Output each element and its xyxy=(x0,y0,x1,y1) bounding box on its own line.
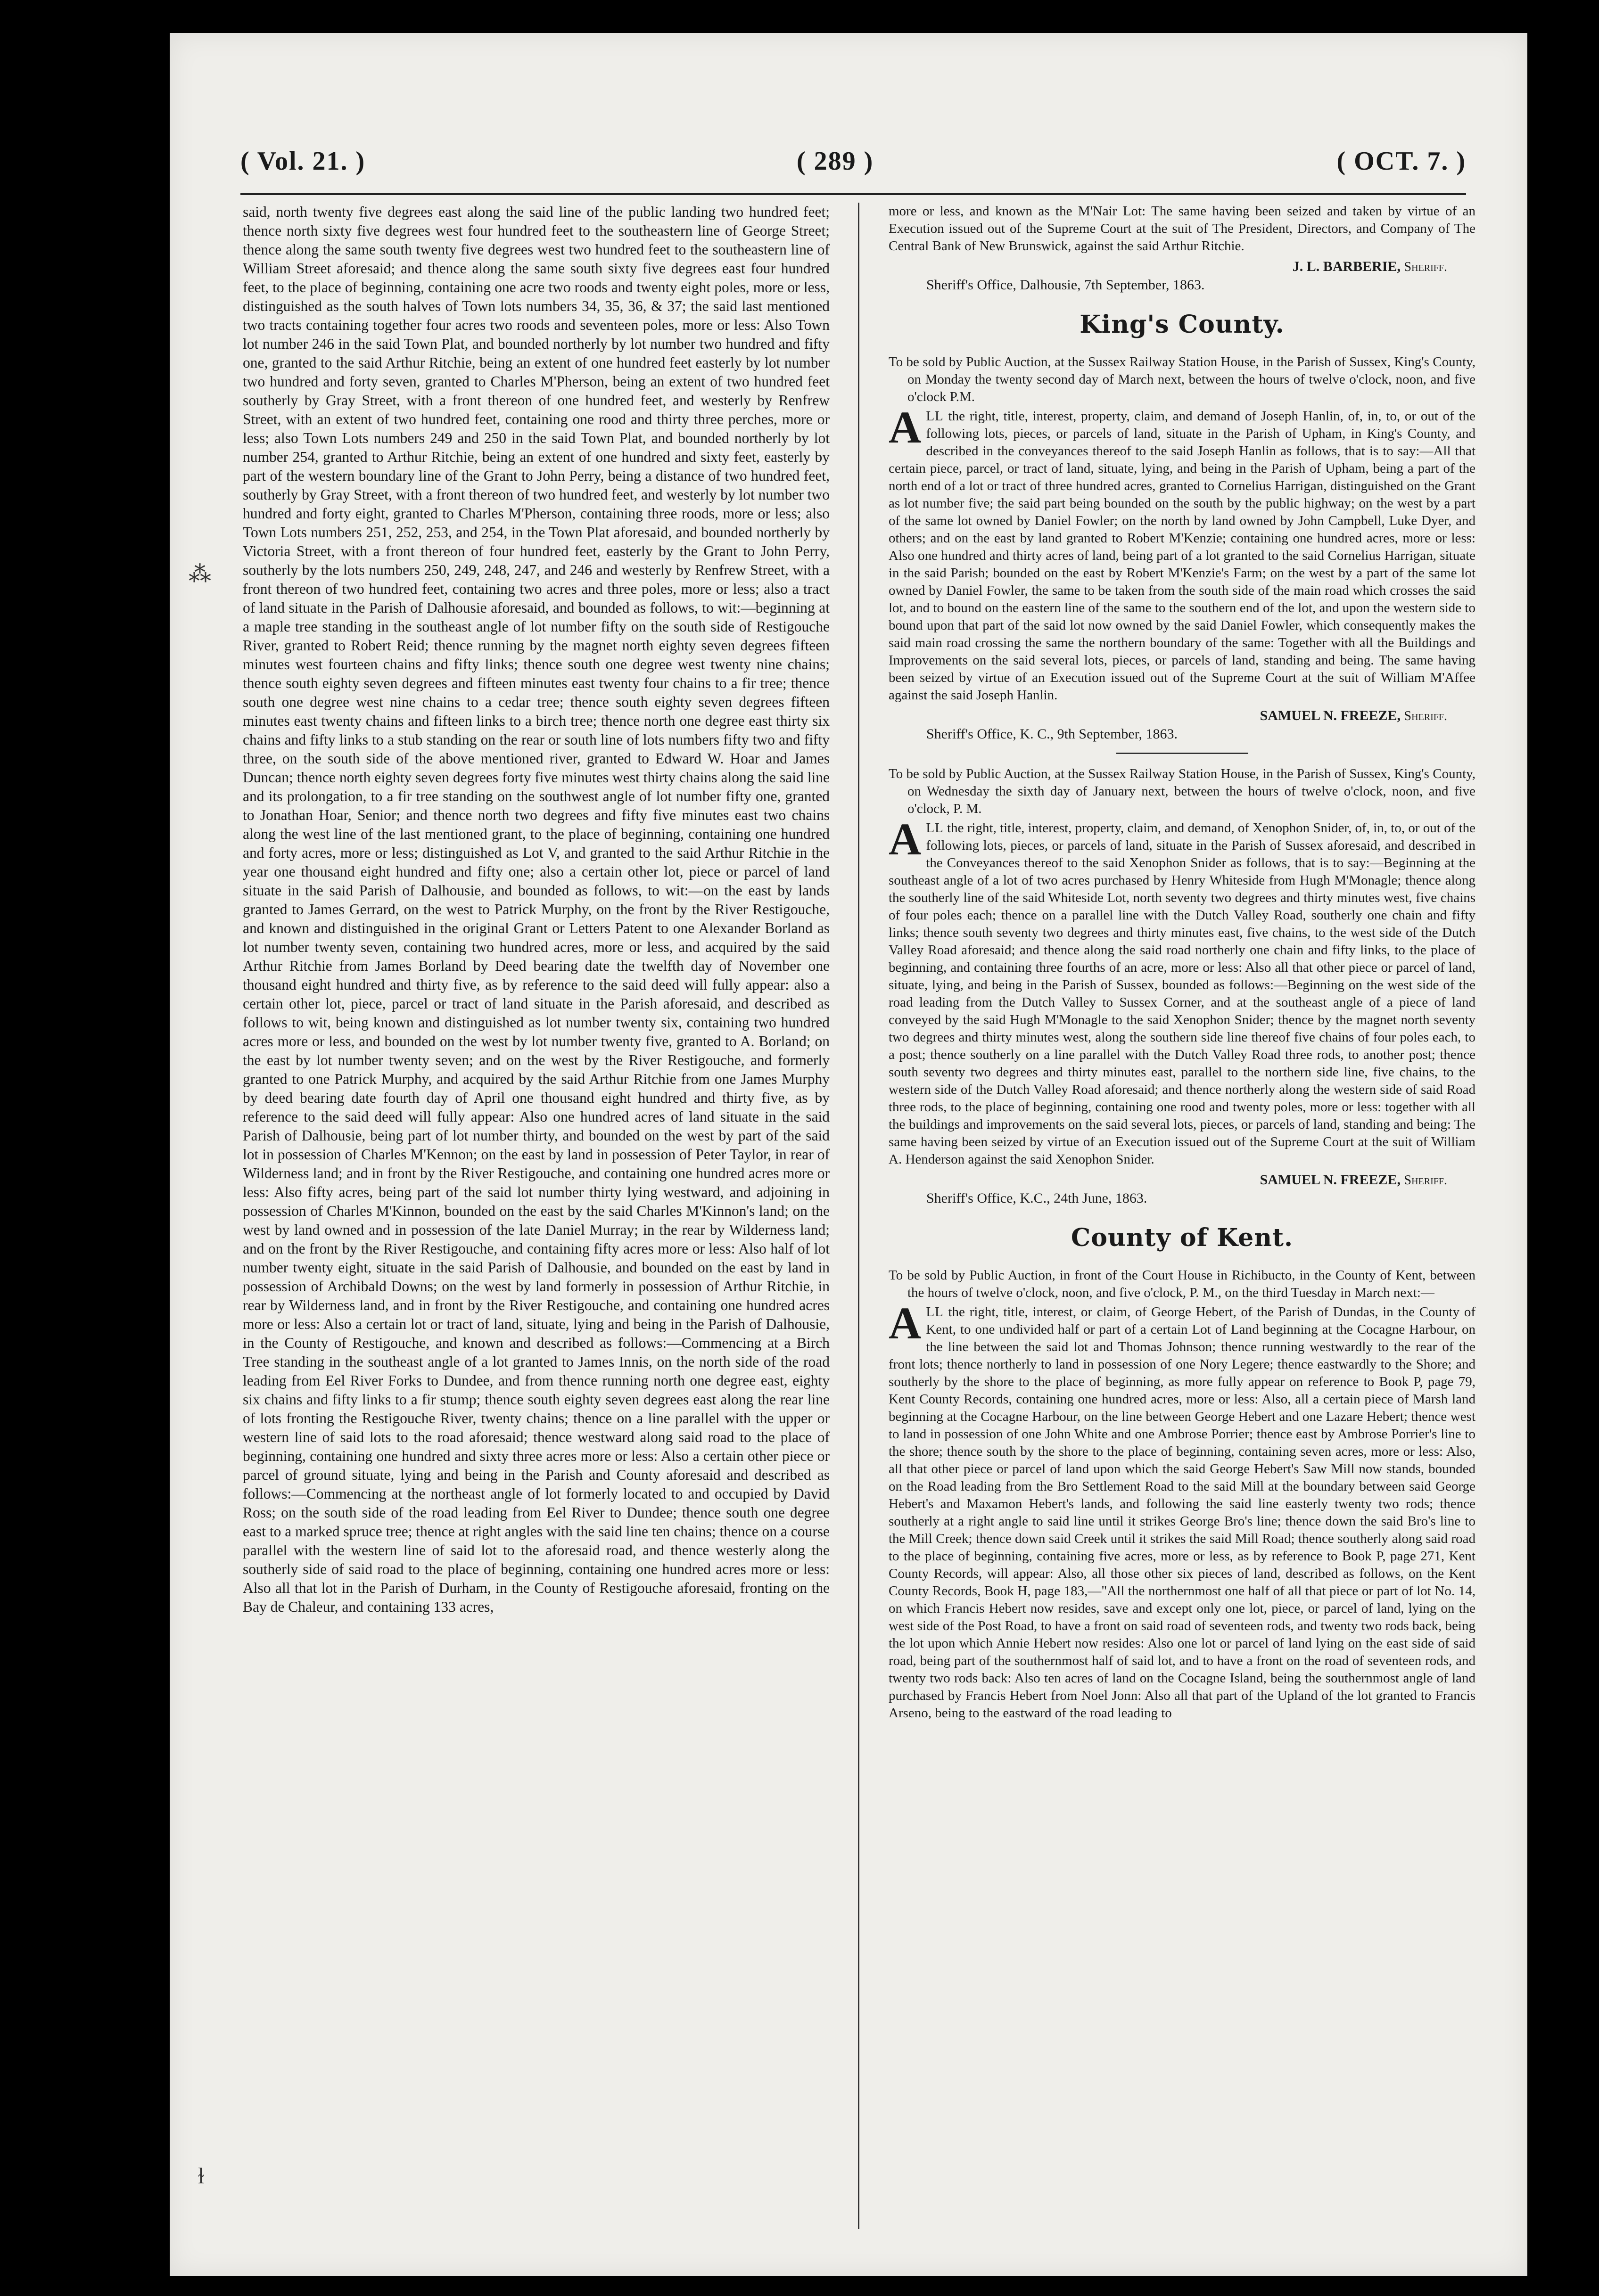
notice-body xyxy=(889,402,1475,704)
notice-kings-hanlin xyxy=(889,353,1475,743)
left-column xyxy=(243,203,830,2234)
sheriff-office: Sheriff's Office, K.C., 24th June, 1863. xyxy=(926,1190,1147,1206)
sheriff-title: Sheriff. xyxy=(1404,260,1447,274)
drop-cap: A xyxy=(889,402,922,452)
sheriff-office: Sheriff's Office, K. C., 9th September, 1863. xyxy=(926,726,1178,742)
section-heading-county-of-kent: County of Kent. xyxy=(1071,1223,1294,1252)
notice-restigouche-continuation xyxy=(889,203,1475,294)
page-number: ( 289 ) xyxy=(797,147,874,176)
notice-intro: To be sold by Public Auction, in front of the Court House in Richibucto, in the County of Kent, between the hours of twelve o'clock, noon, and five o'clock, P. M., on the third Tuesday in March next:— xyxy=(889,1268,1475,1300)
small-caps-lead: LL xyxy=(926,1304,944,1320)
drop-cap: A xyxy=(889,814,922,864)
sheriff-name: SAMUEL N. FREEZE, xyxy=(1260,708,1401,723)
notice-intro: To be sold by Public Auction, at the Sussex Railway Station House, in the Parish of Sussex, King's County, on Wednesday the sixth day of January next, between the hours of twelve o'clock, noon, and five o'clock, P. M. xyxy=(889,766,1475,816)
notice-kent-hebert xyxy=(889,1267,1475,1722)
small-caps-lead: LL xyxy=(926,820,944,836)
notice-separator xyxy=(1116,753,1248,754)
sheriff-signature xyxy=(889,258,1475,276)
sheriff-title: Sheriff. xyxy=(1404,1173,1447,1188)
sheriff-title: Sheriff. xyxy=(1404,709,1447,723)
sheriff-name: J. L. BARBERIE, xyxy=(1292,259,1401,274)
notice-body xyxy=(889,814,1475,1168)
notice-body xyxy=(889,1298,1475,1722)
sheriff-name: SAMUEL N. FREEZE, xyxy=(1260,1172,1401,1188)
right-column xyxy=(889,203,1475,2234)
notice-intro: To be sold by Public Auction, at the Sussex Railway Station House, in the Parish of Sussex, King's County, on Monday the twenty second day of March next, between the hours of twelve o'clock, noon, and five o'clock P.M. xyxy=(889,354,1475,404)
notice-kings-snider xyxy=(889,765,1475,1207)
margin-mark: ɫ xyxy=(198,2164,205,2189)
sheriff-signature xyxy=(889,1171,1475,1189)
notice-body-text: the right, title, interest, or claim, of George Hebert, of the Parish of Dundas, in the County of Kent, to one undivided half or part of a certain Lot of Land beginning at the Cocagne Harbour, on the line between the said lot and Thomas Johnson; thence running westwardly to the rear of the front lots; thence northerly to land in possession of one Nory Legere; thence eastwardly to the Shore; and southerly by the shore to the place of beginning, as more fully appear on reference to Book P, page 79, Kent County Records, containing one hundred acres, more or less: Also, all a certain piece of Marsh land beginning at the Cocagne Harbour, on the line between George Hebert and one Lazare Hebert; thence west to land in possession of one John White and one Ambrose Porrier; thence east by Ambrose Porrier's line to the shore; thence south by the shore to the place of beginning, containing seven acres, more or less: Also, all that other piece or parcel of land upon which the said George Hebert's Saw Mill now stands, bounded on the Road leading from the Bro Settlement Road to the said Mill at the boundary between said George Hebert's and Maxamon Hebert's lands, and following the said line easterly twenty two rods; thence southerly at a right angle to said line until it strikes George Bro's line; thence down the said Bro's line to the Mill Creek; thence down said Creek until it strikes the said Mill Road; thence southerly along said road to the place of beginning, containing five acres, more or less, as by reference to Book P, page 271, Kent County Records, will appear: Also, all those other six pieces of land, described as follows, on the Kent County Records, Book H, page 183,—"All the northernmost one half of all that piece or part of lot No. 14, on which Francis Hebert now resides, save and except only one lot, piece, or parcel of land, lying on the west side of the Post Road, to have a front on said road of seventeen rods, and twenty two rods back, being the lot upon which Annie Hebert now resides: Also one lot or parcel of land lying on the east side of said road, being part of the southernmost half of said lot, and to have a front on the road of seventeen rods, and twenty two rods back: Also ten acres of land on the Cocagne Island, being the southernmost angle of land purchased by Francis Hebert from Noel Jonn: Also all that part of the Upland of the lot granted to Francis Arseno, being to the eastward of the road leading to xyxy=(889,1304,1475,1721)
left-column-text: said, north twenty five degrees east along the said line of the public landing two hundred feet; thence north sixty five degrees west four hundred feet to the southeastern line of George Street; thence along the same south twenty five degrees west two hundred feet to the southeastern line of William Street aforesaid; and thence along the same south sixty five degrees east four hundred feet, to the place of beginning, containing one acre two roods and twenty eight poles, more or less, distinguished as the south halves of Town lots numbers 34, 35, 36, & 37; the said last mentioned two tracts containing together four acres two roods and seventeen poles, more or less: Also Town lot number 246 in the said Town Plat, and bounded northerly by lot number two hundred and fifty one, granted to the said Arthur Ritchie, being an extent of one hundred feet easterly by lot number two hundred and forty seven, granted to Charles M'Pherson, being an extent of two hundred feet southerly by Gray Street, with a front thereon of one hundred feet, and westerly by Renfrew Street, with an extent of two hundred feet, containing one rood and thirty three perches, more or less; also Town Lots numbers 249 and 250 in the said Town Plat, and bounded northerly by lot number 254, granted to Arthur Ritchie, being an extent of one hundred and sixty feet, easterly by part of the western boundary line of the Grant to John Perry, being a distance of two hundred feet, southerly by Gray Street, with a front thereon of two hundred feet, and westerly by lot number two hundred and forty eight, granted to Charles M'Pherson, containing three roods, more or less; also Town Lots numbers 251, 252, 253, and 254, in the Town Plat aforesaid, and bounded northerly by Victoria Street, with a front thereon of four hundred feet, easterly by the Grant to John Perry, southerly by the lots numbers 250, 249, 248, 247, and 246 and westerly by Renfrew Street, with a front thereon of two hundred feet, containing two acres and three poles, more or less; also a tract of land situate in the Parish of Dalhousie aforesaid, and bounded as follows, to wit:—beginning at a maple tree standing in the southeast angle of lot number fifty on the south side of Restigouche River, granted to Robert Reid; thence running by the magnet north eighty seven degrees fifteen minutes west fourteen chains and fifty links; thence south one degree west twenty nine chains; thence south eighty seven degrees and fifteen minutes east twenty four chains to a fir tree; thence south one degree west nine chains to a cedar tree; thence south eighty seven degrees fifteen minutes east twenty chains and fifteen links to a birch tree; thence north one degree east thirty six chains and fifty links to a stub standing on the rear or south line of lots numbers fifty two and fifty three, on the south side of the above mentioned river, granted to Edward W. Hoar and James Duncan; thence north eighty seven degrees forty five minutes west thirty chains along the said line and its prolongation, to a fir tree standing on the southwest angle of lot number fifty one, granted to Jonathan Hoar, Senior; and thence north two degrees and fifty five minutes east two chains along the west line of the last mentioned grant, to the place of beginning, containing one hundred and forty acres, more or less; distinguished as Lot V, and granted to the said Arthur Ritchie in the year one thousand eight hundred and fifty one; also a certain other lot, piece or parcel of land situate in the said Parish of Dalhousie, and bounded as follows, to wit:—on the east by lands granted to James Gerrard, on the west to Patrick Murphy, on the front by the River Restigouche, and known and distinguished in the original Grant or Letters Patent to one Alexander Borland as lot number twenty seven, containing two hundred acres, more or less, and acquired by the said Arthur Ritchie from James Borland by Deed bearing date the twelfth day of November one thousand eight hundred and thirty five, as by reference to the said deed will fully appear: also a certain other lot, piece, parcel or tract of land situate in the Parish aforesaid, and described as follows to wit, being known and distinguished as lot number twenty six, containing two hundred acres more or less, and bounded on the west by lot number twenty five, granted to A. Borland; on the east by lot number twenty seven; and on the west by the River Restigouche, and formerly granted to one Patrick Murphy, and acquired by the said Arthur Ritchie from one James Murphy by deed bearing date fourth day of April one thousand eight hundred and thirty five, as by reference to the said deed will fully appear: Also one hundred acres of land situate in the said Parish of Dalhousie, being part of lot number thirty, and bounded on the west by part of the said lot in possession of Charles M'Kennon; on the east by land in possession of Peter Taylor, in rear of Wilderness land; and in front by the River Restigouche, and containing one hundred acres more or less: Also fifty acres, being part of the said lot number thirty lying westward, and adjoining in possession of Charles M'Kinnon, bounded on the east by the said Charles M'Kinnon's land; on the west by land owned and in possession of the late Daniel Murray; in the rear by Wilderness land; and on the front by the River Restigouche, and containing fifty acres more or less: Also half of lot number twenty eight, situate in the said Parish of Dalhousie, and bounded on the east by land in possession of Archibald Downs; on the west by land formerly in possession of Arthur Ritchie, in rear by Wilderness land, and in front by the River Restigouche, and containing one hundred acres more or less: Also a certain lot or tract of land, situate, lying and being in the Parish of Dalhousie, in the County of Restigouche, and known and described as follows:—Commencing at a Birch Tree standing in the southeast angle of a lot granted to James Innis, on the north side of the road leading from Eel River Forks to Dundee, and from thence running north one degree east, eighty six chains and fifty links to a fir stump; thence south eighty seven degrees east along the rear line of lots fronting the Restigouche River, twenty chains; thence on a line parallel with the upper or western line of said lots to the road aforesaid; thence westward along said road to the place of beginning, containing one hundred and sixty three acres more or less: Also a certain other piece or parcel of ground situate, lying and being in the Parish and County aforesaid and described as follows:—Commencing at the northeast angle of lot formerly located to and occupied by David Ross; on the south side of the road leading from Eel River to Dundee; thence south one degree east to a marked spruce tree; thence at right angles with the said line ten chains; thence on a course parallel with the western line of said lot to the aforesaid road, and thence westerly along the southerly side of said road to the place of beginning, containing one hundred acres more or less: Also all that lot in the Parish of Durham, in the County of Restigouche aforesaid, fronting on the Bay de Chaleur, and containing 133 acres, xyxy=(243,204,830,1615)
notice-text: more or less, and known as the M'Nair Lot: The same having been seized and taken by virtue of an Execution issued out of the Supreme Court at the suit of The President, Directors, and Company of The Central Bank of New Brunswick, against the said Arthur Ritchie. xyxy=(889,204,1475,254)
volume-number: ( Vol. 21. ) xyxy=(240,147,366,176)
section-heading-kings-county: King's County. xyxy=(1080,310,1285,339)
newspaper-page xyxy=(170,33,1527,2276)
sheriff-signature xyxy=(889,707,1475,725)
header-rule xyxy=(240,193,1466,195)
notice-body-text: the right, title, interest, property, claim, and demand of Joseph Hanlin, of, in, to, or out of the following lots, pieces, or parcels of land, situate in the Parish of Upham, in King's County, and described in the conveyances thereof to the said Joseph Hanlin as follows, that is to say:—All that certain piece, parcel, or tract of land, situate, lying, and being in the Parish of Upham, being a part of the north end of a lot or tract of three hundred acres, granted to Cornelius Harrigan, distinguished on the Grant as lot number five; the said part being bounded on the south by the public highway; on the west by a part of the same lot owned by Daniel Fowler; on the north by land owned by John Campbell, Luke Dyer, and others; and on the east by land granted to Robert M'Kenzie; containing one hundred acres, more or less: Also one hundred and thirty acres of land, being part of a lot granted to the said Cornelius Harrigan, situate in the said Parish; bounded on the east by Robert M'Kenzie's Farm; on the west by a part of the same lot owned by Daniel Fowler, the same to be taken from the south side of the main road which crosses the said lot, and to bound on the eastern line of the same to the southern end of the lot, and upon the western side to bound upon that part of the said lot now owned by the said Daniel Fowler, which consequently makes the said main road crossing the same the northern boundary of the same: Together with all the Buildings and Improvements on the said several lots, pieces, or parcels of land, standing and being. The same having been seized by virtue of an Execution issued out of the Supreme Court at the suit of William M'Affee against the said Joseph Hanlin. xyxy=(889,409,1475,703)
issue-date: ( OCT. 7. ) xyxy=(1336,147,1466,176)
column-divider xyxy=(858,203,859,2229)
small-caps-lead: LL xyxy=(926,409,944,424)
page-header xyxy=(240,146,1466,179)
drop-cap: A xyxy=(889,1298,922,1348)
notice-body-text: the right, title, interest, property, claim, and demand, of Xenophon Snider, of, in, to, or out of the following lots, pieces, or parcels of land, situate in the Parish of Sussex aforesaid, and described in the Conveyances thereof to the said Xenophon Snider as follows, that is to say:—Beginning at the southeast angle of a lot of two acres purchased by Henry Whiteside from Hugh M'Monagle; thence along the southerly line of the said Whiteside Lot, north seventy two degrees and thirty minutes west, five chains of four poles each; thence on a parallel line with the Dutch Valley Road, southerly one chain and fifty links; thence south seventy two degrees and thirty minutes east, five chains, to the west side of the Dutch Valley Road aforesaid; and thence along the said road northerly one chain and fifty links, to the place of beginning, and containing three fourths of an acre, more or less: Also all that other piece or parcel of land, situate, lying, and being in the Parish of Sussex, bounded as follows:—Beginning on the west side of the road leading from the Dutch Valley to Sussex Corner, and at the southeast angle of a piece of land conveyed by the said Hugh M'Monagle to the said Xenophon Snider; thence by the magnet north seventy two degrees and thirty minutes west, along the southern side line thereof five chains of four poles each, to a post; thence southerly on a line parallel with the Dutch Valley Road three rods, to another post; thence south seventy two degrees and thirty minutes east, parallel to the northern side line, five chains, to the western side of the Dutch Valley Road aforesaid; and thence northerly along the western side of said Road three rods, to the place of beginning, containing one rood and twenty poles, more or less: together with all the buildings and improvements on the said several lots, pieces, or parcels of land, standing and being: The same having been seized by virtue of an Execution issued out of the Supreme Court at the suit of William A. Henderson against the said Xenophon Snider. xyxy=(889,820,1475,1167)
margin-mark: ⁂ xyxy=(189,562,211,587)
sheriff-office: Sheriff's Office, Dalhousie, 7th September, 1863. xyxy=(926,277,1205,293)
